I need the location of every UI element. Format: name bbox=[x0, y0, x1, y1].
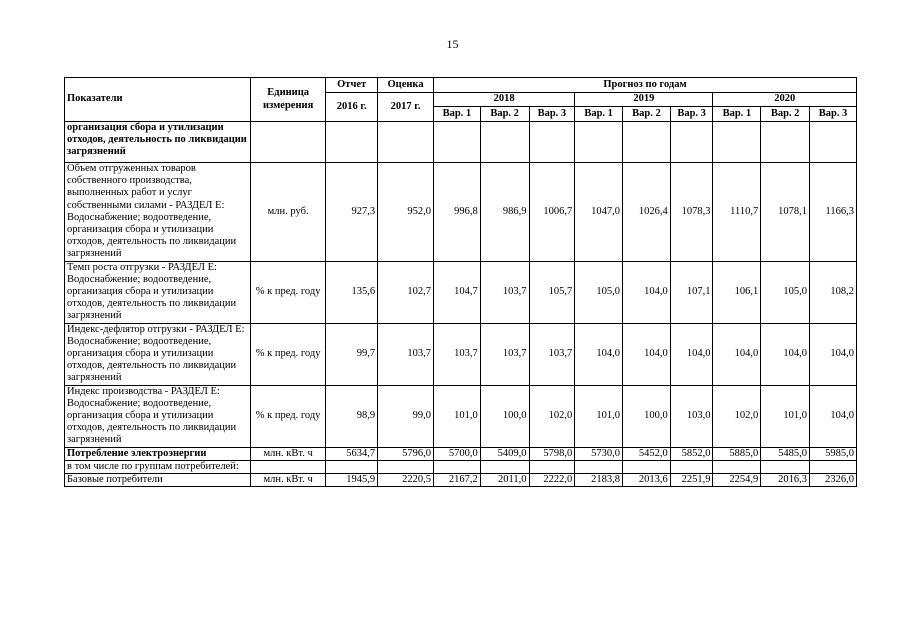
section-title: организация сбора и утилизации отходов, деятельность по ликвидации загрязнений bbox=[65, 122, 251, 163]
value-cell: 105,0 bbox=[761, 261, 810, 323]
year-header: 2020 bbox=[713, 93, 857, 107]
value-cell: 2183,8 bbox=[575, 474, 623, 487]
report-header: Отчет bbox=[326, 78, 378, 93]
value-cell: 104,0 bbox=[810, 385, 857, 447]
value-cell: 103,7 bbox=[480, 261, 529, 323]
value-cell: 105,7 bbox=[529, 261, 575, 323]
row-unit: % к пред. году bbox=[251, 385, 326, 447]
value-cell: 2220,5 bbox=[378, 474, 434, 487]
value-cell: 103,7 bbox=[480, 323, 529, 385]
value-cell: 104,0 bbox=[623, 323, 671, 385]
value-cell: 104,0 bbox=[810, 323, 857, 385]
value-cell: 103,0 bbox=[670, 385, 713, 447]
value-cell: 996,8 bbox=[434, 163, 481, 262]
estimate-header: Оценка bbox=[378, 78, 434, 93]
value-cell: 5700,0 bbox=[434, 447, 481, 460]
report-year: 2016 г. bbox=[326, 93, 378, 122]
value-cell: 100,0 bbox=[480, 385, 529, 447]
row-label: Потребление электроэнергии bbox=[65, 447, 251, 460]
value-cell: 103,7 bbox=[378, 323, 434, 385]
value-cell: 104,7 bbox=[434, 261, 481, 323]
table-row bbox=[65, 474, 857, 487]
table-row bbox=[65, 460, 857, 473]
table-row bbox=[65, 163, 857, 262]
value-cell: 2167,2 bbox=[434, 474, 481, 487]
value-cell: 952,0 bbox=[378, 163, 434, 262]
value-cell: 102,0 bbox=[529, 385, 575, 447]
value-cell: 102,0 bbox=[713, 385, 761, 447]
value-cell: 101,0 bbox=[575, 385, 623, 447]
value-cell: 135,6 bbox=[326, 261, 378, 323]
value-cell: 100,0 bbox=[623, 385, 671, 447]
value-cell: 5885,0 bbox=[713, 447, 761, 460]
forecast-header: Прогноз по годам bbox=[434, 78, 857, 93]
table-row bbox=[65, 385, 857, 447]
value-cell: 101,0 bbox=[761, 385, 810, 447]
value-cell: 2013,6 bbox=[623, 474, 671, 487]
variant-header: Вар. 1 bbox=[575, 107, 623, 122]
row-unit: % к пред. году bbox=[251, 323, 326, 385]
value-cell: 104,0 bbox=[575, 323, 623, 385]
value-cell: 1026,4 bbox=[623, 163, 671, 262]
row-unit: % к пред. году bbox=[251, 261, 326, 323]
variant-header: Вар. 2 bbox=[480, 107, 529, 122]
variant-header: Вар. 2 bbox=[761, 107, 810, 122]
page-number: 15 bbox=[446, 37, 459, 51]
value-cell: 1166,3 bbox=[810, 163, 857, 262]
value-cell: 5452,0 bbox=[623, 447, 671, 460]
value-cell: 2251,9 bbox=[670, 474, 713, 487]
variant-header: Вар. 2 bbox=[623, 107, 671, 122]
value-cell: 104,0 bbox=[713, 323, 761, 385]
value-cell: 104,0 bbox=[761, 323, 810, 385]
variant-header: Вар. 3 bbox=[529, 107, 575, 122]
value-cell: 105,0 bbox=[575, 261, 623, 323]
table-row bbox=[65, 323, 857, 385]
value-cell: 107,1 bbox=[670, 261, 713, 323]
value-cell: 5852,0 bbox=[670, 447, 713, 460]
variant-header: Вар. 1 bbox=[434, 107, 481, 122]
value-cell: 2016,3 bbox=[761, 474, 810, 487]
value-cell: 1078,1 bbox=[761, 163, 810, 262]
value-cell: 108,2 bbox=[810, 261, 857, 323]
value-cell: 5409,0 bbox=[480, 447, 529, 460]
table-row bbox=[65, 447, 857, 460]
row-unit: млн. руб. bbox=[251, 163, 326, 262]
value-cell: 2222,0 bbox=[529, 474, 575, 487]
value-cell: 1945,9 bbox=[326, 474, 378, 487]
value-cell: 106,1 bbox=[713, 261, 761, 323]
section-row bbox=[65, 122, 857, 163]
table-row bbox=[65, 261, 857, 323]
value-cell: 5796,0 bbox=[378, 447, 434, 460]
value-cell: 1047,0 bbox=[575, 163, 623, 262]
row-label: Индекс производства - РАЗДЕЛ Е: Водоснабжение; водоотведение, организация сбора и утилизации отходов, деятельность по ликвидации загрязнений bbox=[65, 385, 251, 447]
year-header: 2019 bbox=[575, 93, 713, 107]
row-label: Индекс-дефлятор отгрузки - РАЗДЕЛ Е: Водоснабжение; водоотведение, организация сбора и утилизации отходов, деятельность по ликвидации загрязнений bbox=[65, 323, 251, 385]
value-cell: 5798,0 bbox=[529, 447, 575, 460]
estimate-year: 2017 г. bbox=[378, 93, 434, 122]
row-label: Объем отгруженных товаров собственного производства, выполненных работ и услуг собственными силами - РАЗДЕЛ Е: Водоснабжение; водоотведение, организация сбора и утилизации отходов, деятельность по ликвидации загрязнений bbox=[65, 163, 251, 262]
value-cell: 986,9 bbox=[480, 163, 529, 262]
value-cell: 2254,9 bbox=[713, 474, 761, 487]
row-label: Базовые потребители bbox=[65, 474, 251, 487]
indicator-header: Показатели bbox=[65, 78, 251, 122]
value-cell: 5634,7 bbox=[326, 447, 378, 460]
value-cell: 103,7 bbox=[529, 323, 575, 385]
value-cell: 104,0 bbox=[623, 261, 671, 323]
variant-header: Вар. 3 bbox=[810, 107, 857, 122]
value-cell: 103,7 bbox=[434, 323, 481, 385]
value-cell: 5485,0 bbox=[761, 447, 810, 460]
value-cell: 5985,0 bbox=[810, 447, 857, 460]
value-cell: 927,3 bbox=[326, 163, 378, 262]
value-cell: 1110,7 bbox=[713, 163, 761, 262]
row-unit: млн. кВт. ч bbox=[251, 447, 326, 460]
value-cell: 1078,3 bbox=[670, 163, 713, 262]
value-cell: 98,9 bbox=[326, 385, 378, 447]
value-cell: 101,0 bbox=[434, 385, 481, 447]
variant-header: Вар. 3 bbox=[670, 107, 713, 122]
value-cell: 102,7 bbox=[378, 261, 434, 323]
value-cell: 104,0 bbox=[670, 323, 713, 385]
value-cell: 99,0 bbox=[378, 385, 434, 447]
row-label: в том числе по группам потребителей: bbox=[65, 460, 251, 473]
row-label: Темп роста отгрузки - РАЗДЕЛ Е: Водоснабжение; водоотведение, организация сбора и утилизации отходов, деятельность по ликвидации загрязнений bbox=[65, 261, 251, 323]
value-cell: 2011,0 bbox=[480, 474, 529, 487]
value-cell: 99,7 bbox=[326, 323, 378, 385]
value-cell: 1006,7 bbox=[529, 163, 575, 262]
unit-header: Единица измерения bbox=[251, 78, 326, 122]
year-header: 2018 bbox=[434, 93, 575, 107]
row-unit: млн. кВт. ч bbox=[251, 474, 326, 487]
forecast-table bbox=[64, 77, 857, 487]
value-cell: 2326,0 bbox=[810, 474, 857, 487]
variant-header: Вар. 1 bbox=[713, 107, 761, 122]
value-cell: 5730,0 bbox=[575, 447, 623, 460]
